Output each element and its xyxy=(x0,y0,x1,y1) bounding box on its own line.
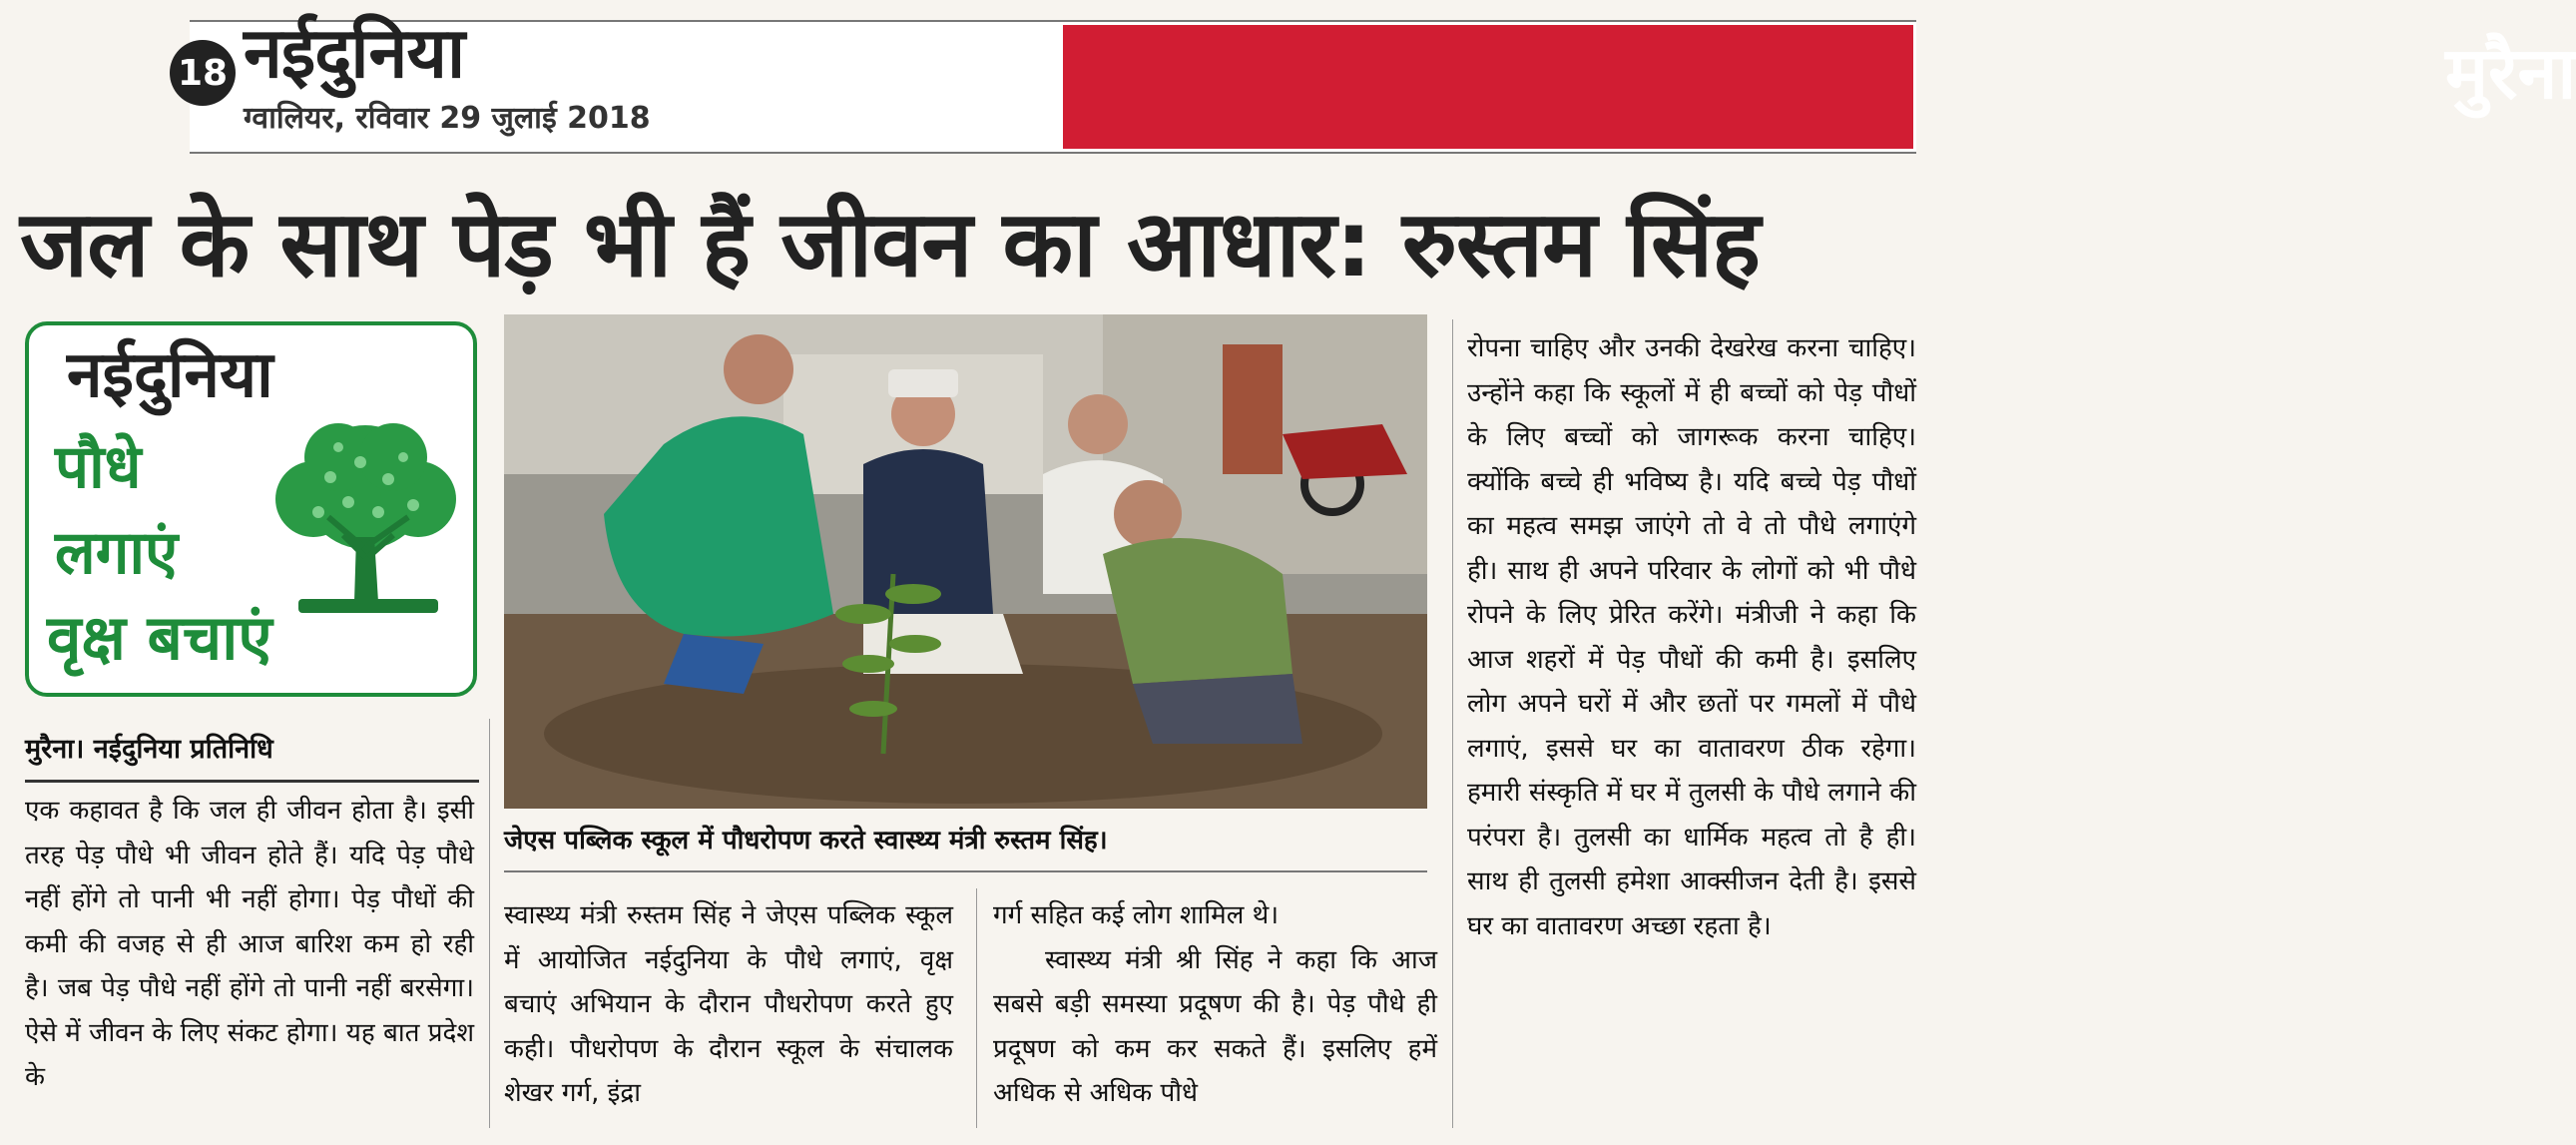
article-text: स्वास्थ्य मंत्री श्री सिंह ने कहा कि आज सबसे बड़ी समस्या प्रदूषण की है। पेड़ पौधे ही प्रदूषण को कम कर सकते हैं। इसलिए हमें अधिक से अधिक पौधे xyxy=(993,944,1437,1108)
article-text: गर्ग सहित कई लोग शामिल थे। xyxy=(993,900,1280,930)
column-divider xyxy=(489,719,490,1128)
article-column-2 xyxy=(504,893,953,1116)
article-text: एक कहावत है कि जल ही जीवन होता है। इसी तरह पेड़ पौधे भी जीवन होते हैं। यदि पेड़ पौधे नहीं होंगे तो पानी भी नहीं होगा। पेड़ पौधों की कमी की वजह से ही आज बारिश कम हो रही है। जब पेड़ पौधे नहीं होंगे तो पानी नहीं बरसेगा। ऐसे में जीवन के लिए संकट होगा। यह बात प्रदेश के xyxy=(25,796,474,1092)
campaign-logo-line3: वृक्ष बचाएं xyxy=(47,601,272,674)
column-divider xyxy=(976,888,977,1128)
article-column-4 xyxy=(1467,326,1916,948)
page-number-badge: 18 xyxy=(170,40,236,106)
article-text: रोपना चाहिए और उनकी देखरेख करना चाहिए। उन्होंने कहा कि स्कूलों में ही बच्चों को पेड़ पौधों के लिए बच्चों को जागरूक करना चाहिए। क्योंकि बच्चे ही भविष्य है। यदि बच्चे पेड़ पौधों का महत्व समझ जाएंगे तो वे तो पौधे लगाएंगे ही। साथ ही अपने परिवार के लोगों को भी पौधे रोपने के लिए प्रेरित करेंगे। मंत्रीजी ने कहा कि आज शहरों में पेड़ पौधों की कमी है। इसलिए लोग अपने घरों में और छतों पर गमलों में पौधे लगाएं, इससे घर का वातावरण ठीक रहेगा। हमारी संस्कृति में घर में तुलसी के पौधे लगाने की परंपरा है। तुलसी का धार्मिक महत्व तो है ही। साथ ही तुलसी हमेशा आक्सीजन देती है। इससे घर का वातावरण अच्छा रहता है। xyxy=(1467,333,1916,941)
campaign-logo xyxy=(25,321,477,697)
tree-icon xyxy=(268,417,463,627)
article-text: स्वास्थ्य मंत्री रुस्तम सिंह ने जेएस पब्लिक स्कूल में आयोजित नईदुनिया के पौधे लगाएं, वृक्ष बचाएं अभियान के दौरान पौधरोपण करते हुए कही। पौधरोपण के दौरान स्कूल के संचालक शेखर गर्ग, इंद्रा xyxy=(504,900,953,1108)
news-photo xyxy=(504,314,1427,809)
campaign-logo-line2: लगाएं xyxy=(55,518,179,588)
section-band xyxy=(1063,25,2576,149)
byline: मुरैना। नईदुनिया प्रतिनिधि xyxy=(25,729,479,783)
section-name: मुरैना xyxy=(2445,31,2576,115)
headline: जल के साथ पेड़ भी हैं जीवन का आधार: रुस्तम सिंह xyxy=(20,191,1761,297)
photo-illustration xyxy=(504,314,1427,809)
paper-name: नईदुनिया xyxy=(244,12,465,94)
column-divider xyxy=(1452,319,1453,1128)
article-column-1 xyxy=(25,789,474,1100)
photo-caption: जेएस पब्लिक स्कूल में पौधरोपण करते स्वास्थ्य मंत्री रुस्तम सिंह। xyxy=(504,821,1427,872)
campaign-logo-line1: पौधे xyxy=(55,432,142,502)
dateline: ग्वालियर, रविवार 29 जुलाई 2018 xyxy=(244,101,651,136)
campaign-logo-title: नईदुनिया xyxy=(67,338,273,412)
article-column-3 xyxy=(993,893,1437,1116)
